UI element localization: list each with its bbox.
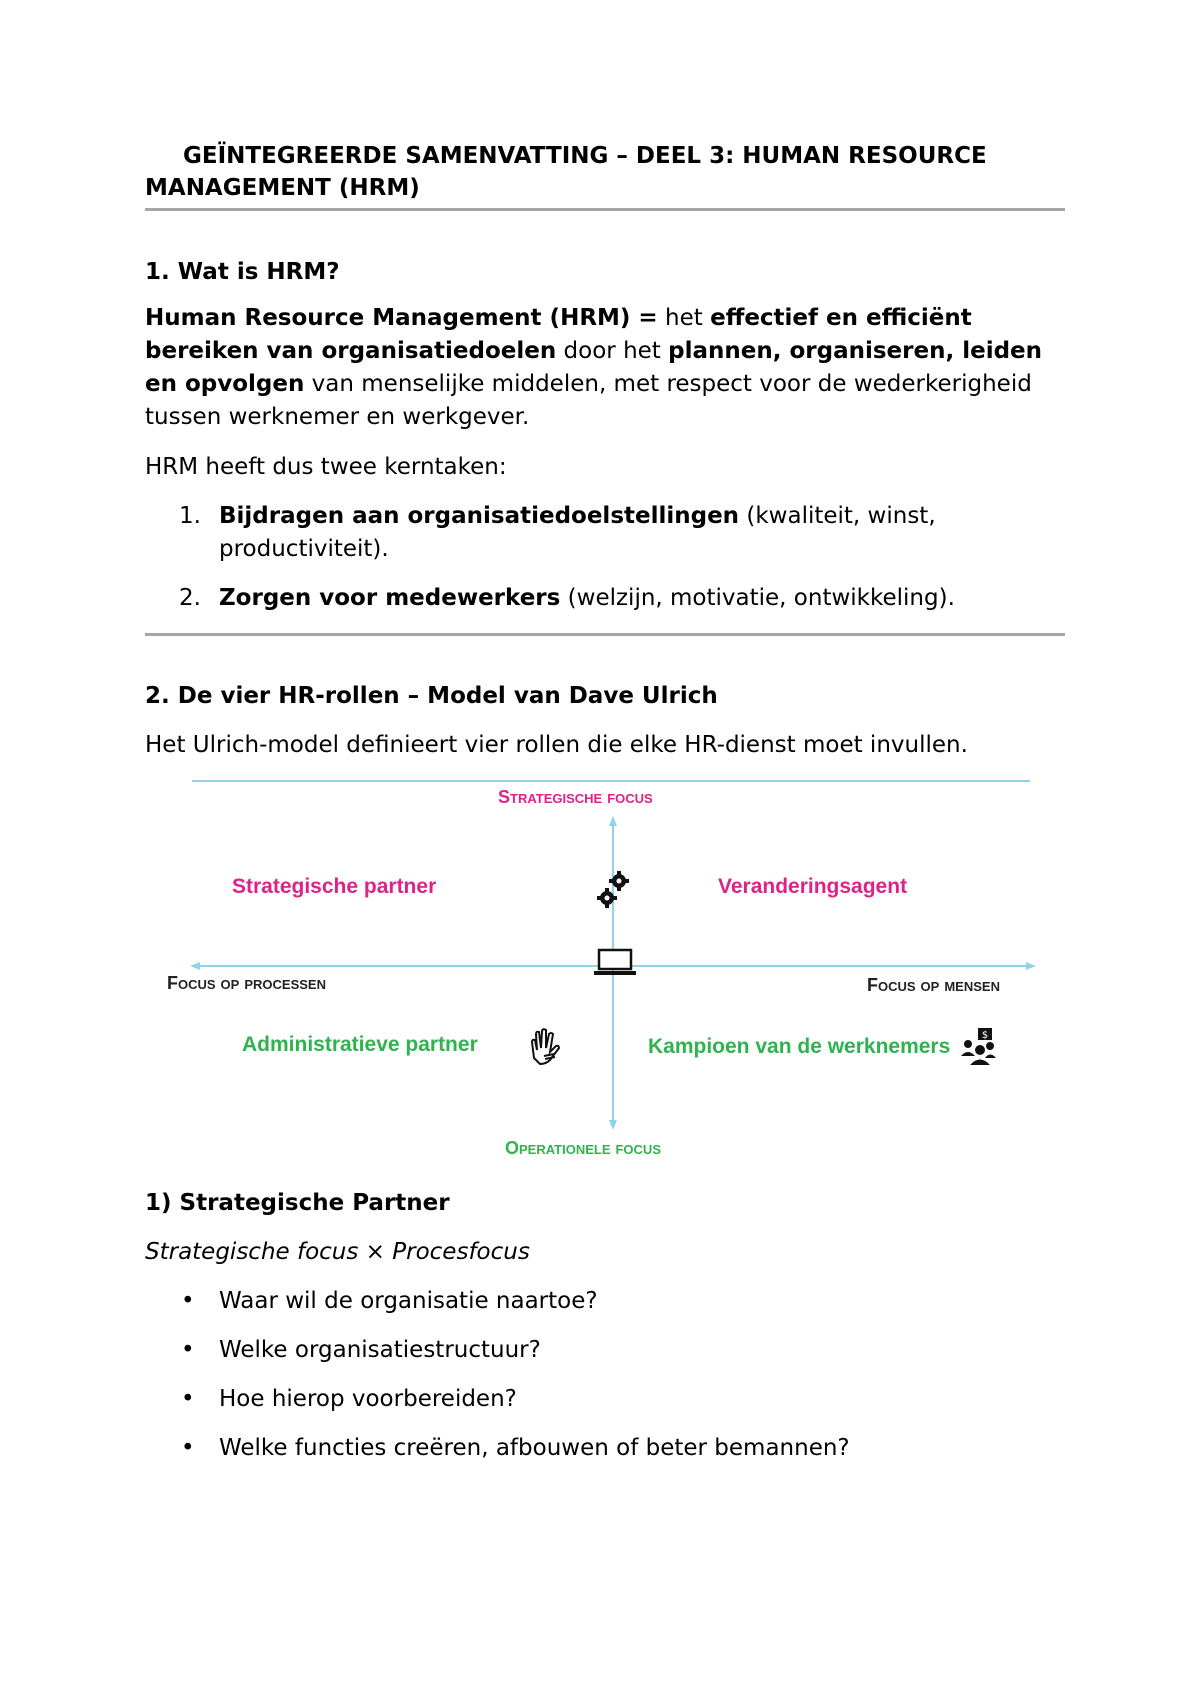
definition-term: Human Resource Management (HRM) = <box>145 305 658 331</box>
list-item-text: Welke functies creëren, afbouwen of beter bemannen? <box>219 1435 850 1461</box>
section-heading-hr-roles: 2. De vier HR-rollen – Model van Dave Ulrich <box>145 683 718 709</box>
top-arrowhead <box>609 816 617 826</box>
bullet: • <box>181 1337 195 1363</box>
hrm-definition <box>145 302 1065 434</box>
section-heading-what-is-hrm: 1. Wat is HRM? <box>145 259 340 285</box>
axis-label-strategic: Strategische focus <box>498 787 653 807</box>
list-item-text: Welke organisatiestructuur? <box>219 1337 541 1363</box>
axis-label-operational: Operationele focus <box>505 1138 661 1158</box>
role-administrative-partner: Administratieve partner <box>242 1033 478 1056</box>
list-item-text: Hoe hierop voorbereiden? <box>219 1386 517 1412</box>
bullet: • <box>181 1386 195 1412</box>
definition-bold: effectief en efficiënt bereiken van organisatiedoelen <box>145 305 972 364</box>
strategic-questions-list <box>145 1285 1065 1481</box>
tasks-list <box>145 500 1065 615</box>
team-money-icon <box>958 1026 998 1066</box>
definition-text: het <box>657 305 711 331</box>
task-text: (kwaliteit, winst, productiviteit). <box>219 503 936 562</box>
ulrich-intro: Het Ulrich-model definieert vier rollen die elke HR-dienst moet invullen. <box>145 732 968 758</box>
task-bold: Zorgen voor medewerkers <box>219 585 561 611</box>
left-arrowhead <box>190 962 200 970</box>
definition-text: van menselijke middelen, met respect voor de wederkerigheid tussen werknemer en werkgever. <box>145 371 1032 430</box>
list-item-text: Waar wil de organisatie naartoe? <box>219 1288 598 1314</box>
list-item <box>145 500 1065 582</box>
definition-bold: plannen, organiseren, leiden en opvolgen <box>145 338 1043 397</box>
task-text: (welzijn, motivatie, ontwikkeling). <box>560 585 955 611</box>
list-item <box>145 1383 1065 1432</box>
gears-icon <box>596 870 632 910</box>
bottom-arrowhead <box>609 1120 617 1130</box>
horizontal-rule <box>145 208 1065 211</box>
hands-icon <box>528 1028 562 1066</box>
role-strategic-partner: Strategische partner <box>232 875 437 898</box>
list-item <box>145 1334 1065 1383</box>
task-bold: Bijdragen aan organisatiedoelstellingen <box>219 503 740 529</box>
document-title: GEÏNTEGREERDE SAMENVATTING – DEEL 3: HUMAN RESOURCE MANAGEMENT (HRM) <box>145 143 987 201</box>
bullet: • <box>181 1288 195 1314</box>
horizontal-rule <box>145 633 1065 636</box>
laptop-icon <box>593 948 637 978</box>
right-arrowhead <box>1026 962 1036 970</box>
focus-line: Strategische focus × Procesfocus <box>145 1239 530 1265</box>
list-item <box>145 582 1065 615</box>
tasks-intro: HRM heeft dus twee kerntaken: <box>145 454 507 480</box>
list-number: 1. <box>179 503 201 529</box>
list-item <box>145 1285 1065 1334</box>
list-item <box>145 1432 1065 1481</box>
role-change-agent: Veranderingsagent <box>718 875 908 898</box>
axis-label-people: Focus op mensen <box>867 975 1000 995</box>
bullet: • <box>181 1435 195 1461</box>
subheading-strategic-partner: 1) Strategische Partner <box>145 1190 450 1216</box>
definition-text: door het <box>556 338 669 364</box>
list-number: 2. <box>179 585 201 611</box>
role-employee-champion: Kampioen van de werknemers <box>648 1035 951 1058</box>
ulrich-model-diagram <box>160 770 1060 1175</box>
axis-label-processes: Focus op processen <box>167 973 326 993</box>
svg-text:$: $ <box>981 1030 989 1041</box>
